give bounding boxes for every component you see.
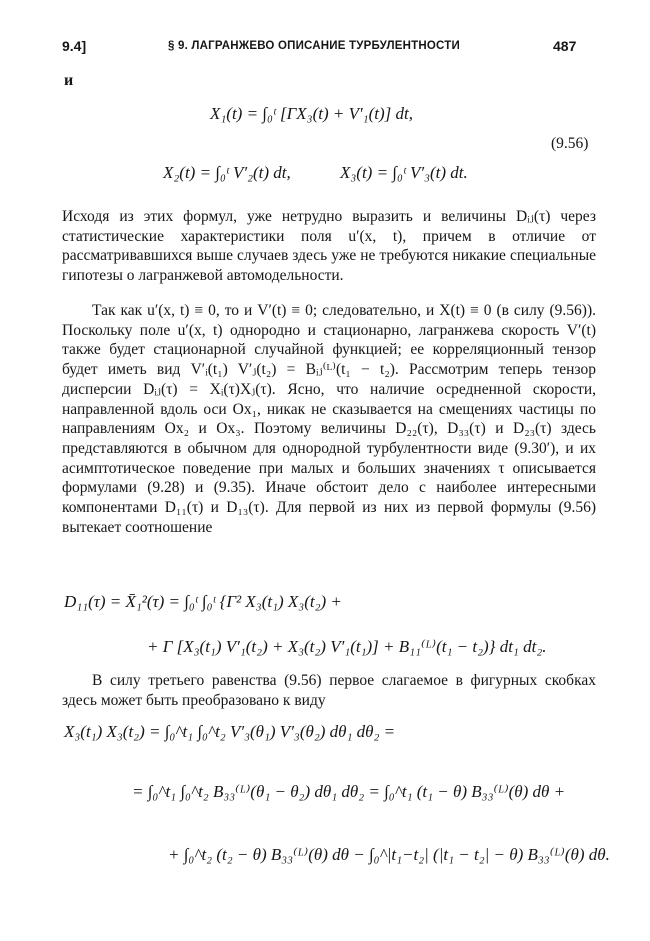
equation-x3: X₃(t) = ∫₀ᵗ V′₃(t) dt.	[340, 163, 468, 182]
equation-x3x3-line3: + ∫₀^t₂ (t₂ − θ) B₃₃⁽ᴸ⁾(θ) dθ − ∫₀^|t₁−t₂| (|t₁ − t₂| − θ) B₃₃⁽ᴸ⁾(θ) dθ.	[168, 845, 610, 864]
paragraph-3	[62, 671, 596, 710]
equation-d11-line1: D₁₁(τ) = X̄₁²(τ) = ∫₀ᵗ ∫₀ᵗ {Γ² X₃(t₁) X₃(t₂) +	[64, 592, 342, 611]
running-title: § 9. ЛАГРАНЖЕВО ОПИСАНИЕ ТУРБУЛЕНТНОСТИ	[168, 40, 460, 52]
paragraph-1	[62, 207, 596, 286]
paragraph-2	[62, 301, 596, 537]
section-number: 9.4]	[62, 38, 87, 54]
equation-number: (9.56)	[551, 135, 589, 152]
equation-x3x3-line2: = ∫₀^t₁ ∫₀^t₂ B₃₃⁽ᴸ⁾(θ₁ − θ₂) dθ₁ dθ₂ = ∫₀^t₁ (t₁ − θ) B₃₃⁽ᴸ⁾(θ) dθ +	[132, 782, 566, 801]
paragraph-3-text: В силу третьего равенства (9.56) первое слагаемое в фигурных скобках здесь может быть преобразовано к виду	[62, 672, 596, 709]
page-number: 487	[553, 38, 577, 54]
equation-x3x3-line1: X₃(t₁) X₃(t₂) = ∫₀^t₁ ∫₀^t₂ V′₃(θ₁) V′₃(θ₂) dθ₁ dθ₂ =	[64, 722, 396, 741]
equation-d11-line2: + Γ [X₃(t₁) V′₁(t₂) + X₃(t₂) V′₁(t₁)] + B₁₁⁽ᴸ⁾(t₁ − t₂)} dt₁ dt₂.	[147, 637, 547, 656]
paragraph-1-text: Исходя из этих формул, уже нетрудно выразить и величины Dᵢⱼ(τ) через статистические характеристики поля u′(x, t), причем в отличие от рассматривавшихся выше случаев здесь уже не требуются никакие специальные гипотезы о лагранжевой автомодельности.	[62, 208, 596, 285]
intro-word: и	[64, 72, 74, 89]
equation-x2: X₂(t) = ∫₀ᵗ V′₂(t) dt,	[163, 163, 291, 182]
paragraph-2-text: Так как u′(x, t) ≡ 0, то и V′(t) ≡ 0; следовательно, и X(t) ≡ 0 (в силу (9.56)). Поскольку поле u′(x, t) однородно и стационарно, лагранжева скорость V′(t) также будет стационарной случайной функцией; ее корреляционный тензор будет иметь вид V′ᵢ(t₁) V′ⱼ(t₂) = Bᵢⱼ⁽ᴸ⁾(t₁ − t₂). Рассмотрим теперь тензор дисперсии Dᵢⱼ(τ) = Xᵢ(τ)Xⱼ(τ). Ясно, что наличие осредненной скорости, направленной вдоль оси Ox₁, никак не сказывается на смещениях частицы по направлениям Ox₂ и Ox₃. Поэтому величины D₂₂(τ), D₃₃(τ) и D₂₃(τ) здесь представляются в обычном для однородной турбулентности виде (9.30′), и их асимптотическое поведение при малых и больших значениях τ описывается формулами (9.28) и (9.35). Иначе обстоит дело с наиболее интересными компонентами D₁₁(τ) и D₁₃(τ). Для первой из них из первой формулы (9.56) вытекает соотношение	[62, 302, 596, 536]
equation-x1: X₁(t) = ∫₀ᵗ [ΓX₃(t) + V′₁(t)] dt,	[210, 104, 413, 123]
